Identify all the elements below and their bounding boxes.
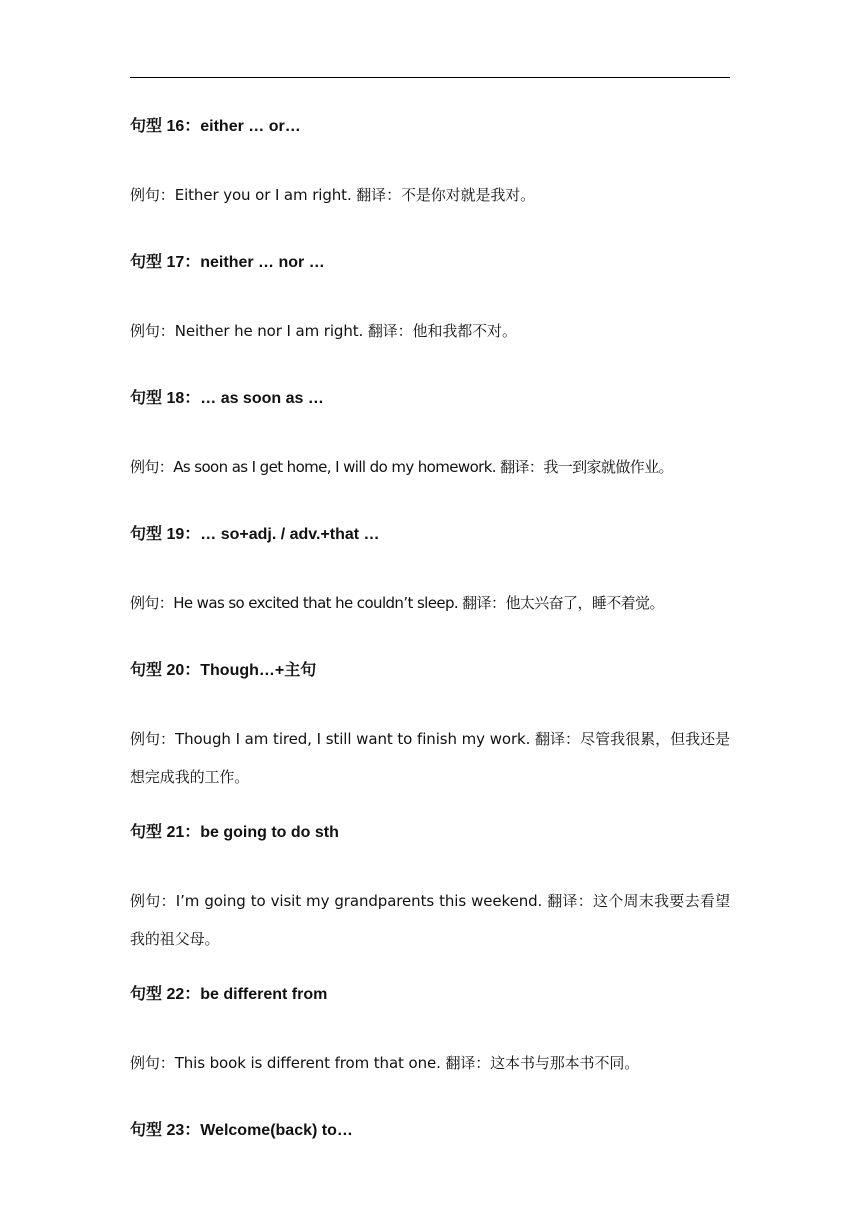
- example-text: He was so excited that he couldn’t sleep. 翻译：他太兴奋了，睡不着觉。: [173, 594, 664, 612]
- example-label: 例句：: [130, 1054, 175, 1072]
- pattern-heading: 句型 16：either … or…: [130, 118, 301, 135]
- example-sentence: [130, 584, 730, 622]
- pattern-18: [130, 386, 730, 486]
- pattern-19: [130, 522, 730, 622]
- pattern-heading: 句型 19：… so+adj. / adv.+that …: [130, 526, 380, 543]
- header-rule: [130, 77, 730, 78]
- example-label: 例句：: [130, 594, 174, 612]
- example-sentence: [130, 448, 730, 486]
- pattern-17: [130, 250, 730, 350]
- example-sentence: [130, 882, 730, 958]
- example-label: 例句：: [130, 730, 176, 748]
- example-text: I’m going to visit my grandparents this weekend. 翻译：这个周末我要去看望我的祖父母。: [130, 892, 730, 948]
- example-sentence: [130, 312, 730, 350]
- document-body: [130, 114, 730, 1144]
- pattern-heading: 句型 20：Though…+主句: [130, 662, 317, 679]
- pattern-16: [130, 114, 730, 214]
- example-sentence: [130, 176, 730, 214]
- pattern-heading: 句型 17：neither … nor …: [130, 254, 325, 271]
- example-text: Neither he nor I am right. 翻译：他和我都不对。: [174, 322, 517, 340]
- example-sentence: [130, 1044, 730, 1082]
- pattern-23: [130, 1118, 730, 1144]
- pattern-heading: 句型 23：Welcome(back) to…: [130, 1122, 353, 1139]
- example-label: 例句：: [130, 322, 175, 340]
- pattern-20: [130, 658, 730, 796]
- example-label: 例句：: [130, 458, 174, 476]
- example-text: This book is different from that one. 翻译：这本书与那本书不同。: [174, 1054, 640, 1072]
- example-text: As soon as I get home, I will do my homework. 翻译：我一到家就做作业。: [173, 458, 673, 476]
- example-text: Though I am tired, I still want to finish my work. 翻译：尽管我很累，但我还是想完成我的工作。: [130, 730, 731, 786]
- example-label: 例句：: [130, 892, 176, 910]
- pattern-heading: 句型 22：be different from: [130, 986, 328, 1003]
- example-text: Either you or I am right. 翻译：不是你对就是我对。: [174, 186, 536, 204]
- example-sentence: [130, 720, 730, 796]
- pattern-heading: 句型 18：… as soon as …: [130, 390, 324, 407]
- pattern-21: [130, 820, 730, 958]
- pattern-heading: 句型 21：be going to do sth: [130, 824, 339, 841]
- pattern-22: [130, 982, 730, 1082]
- example-label: 例句：: [130, 186, 175, 204]
